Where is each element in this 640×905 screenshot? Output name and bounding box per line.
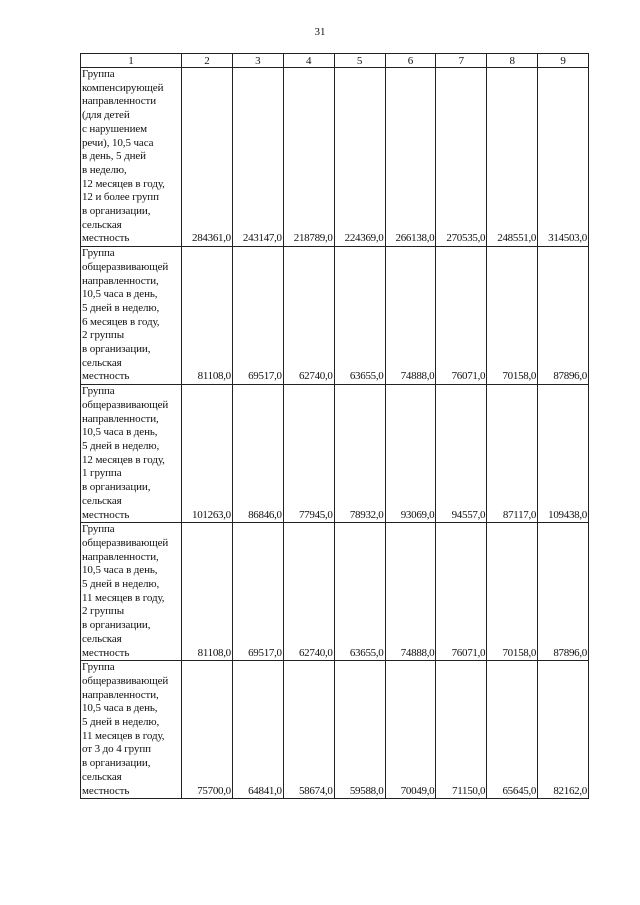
data-table [80,53,589,799]
table-cell: 62740,0 [283,247,334,385]
table-cell: 69517,0 [232,523,283,661]
table-cell: 65645,0 [487,661,538,799]
table-cell: 314503,0 [538,68,589,247]
table-cell: 284361,0 [182,68,233,247]
table-cell: 78932,0 [334,385,385,523]
page-number: 31 [314,26,326,38]
table-cell: 62740,0 [283,523,334,661]
table-cell: 75700,0 [182,661,233,799]
table-cell: 218789,0 [283,68,334,247]
table-cell: 87896,0 [538,247,589,385]
table-cell: 266138,0 [385,68,436,247]
table-cell: 87117,0 [487,385,538,523]
table-cell: 87896,0 [538,523,589,661]
table-cell: 74888,0 [385,247,436,385]
table-cell: 70049,0 [385,661,436,799]
row-label: Группа общеразвивающей направленности, 10,5 часа в день, 5 дней в неделю, 12 месяцев в году, 1 группа в организации, сельская местность [81,385,182,523]
table-cell: 63655,0 [334,247,385,385]
column-header: 9 [538,54,589,68]
table-cell: 101263,0 [182,385,233,523]
column-header: 8 [487,54,538,68]
table-cell: 81108,0 [182,523,233,661]
table-cell: 94557,0 [436,385,487,523]
table-cell: 70158,0 [487,247,538,385]
table-row [81,68,589,247]
row-label: Группа компенсирующей направленности (для детей с нарушением речи), 10,5 часа в день, 5 дней в неделю, 12 месяцев в году, 12 и более групп в организации, сельская местность [81,68,182,247]
table-cell: 74888,0 [385,523,436,661]
column-header: 3 [232,54,283,68]
table-cell: 243147,0 [232,68,283,247]
table-cell: 69517,0 [232,247,283,385]
table-cell: 70158,0 [487,523,538,661]
table-cell: 77945,0 [283,385,334,523]
table-cell: 81108,0 [182,247,233,385]
table-row [81,247,589,385]
column-header: 1 [81,54,182,68]
table-cell: 82162,0 [538,661,589,799]
column-header: 2 [182,54,233,68]
table-cell: 224369,0 [334,68,385,247]
row-label: Группа общеразвивающей направленности, 10,5 часа в день, 5 дней в неделю, 11 месяцев в году, от 3 до 4 групп в организации, сельская местность [81,661,182,799]
table-cell: 270535,0 [436,68,487,247]
header-row [81,54,589,68]
table-row [81,661,589,799]
table-row [81,523,589,661]
table-cell: 86846,0 [232,385,283,523]
column-header: 7 [436,54,487,68]
column-header: 5 [334,54,385,68]
row-label: Группа общеразвивающей направленности, 10,5 часа в день, 5 дней в неделю, 6 месяцев в году, 2 группы в организации, сельская местность [81,247,182,385]
column-header: 4 [283,54,334,68]
table-row [81,385,589,523]
table-cell: 93069,0 [385,385,436,523]
column-header: 6 [385,54,436,68]
row-label: Группа общеразвивающей направленности, 10,5 часа в день, 5 дней в неделю, 11 месяцев в году, 2 группы в организации, сельская местность [81,523,182,661]
table-cell: 109438,0 [538,385,589,523]
table-cell: 248551,0 [487,68,538,247]
table-cell: 76071,0 [436,247,487,385]
table-cell: 58674,0 [283,661,334,799]
table-cell: 64841,0 [232,661,283,799]
table-cell: 71150,0 [436,661,487,799]
table-cell: 76071,0 [436,523,487,661]
table-cell: 59588,0 [334,661,385,799]
table-cell: 63655,0 [334,523,385,661]
